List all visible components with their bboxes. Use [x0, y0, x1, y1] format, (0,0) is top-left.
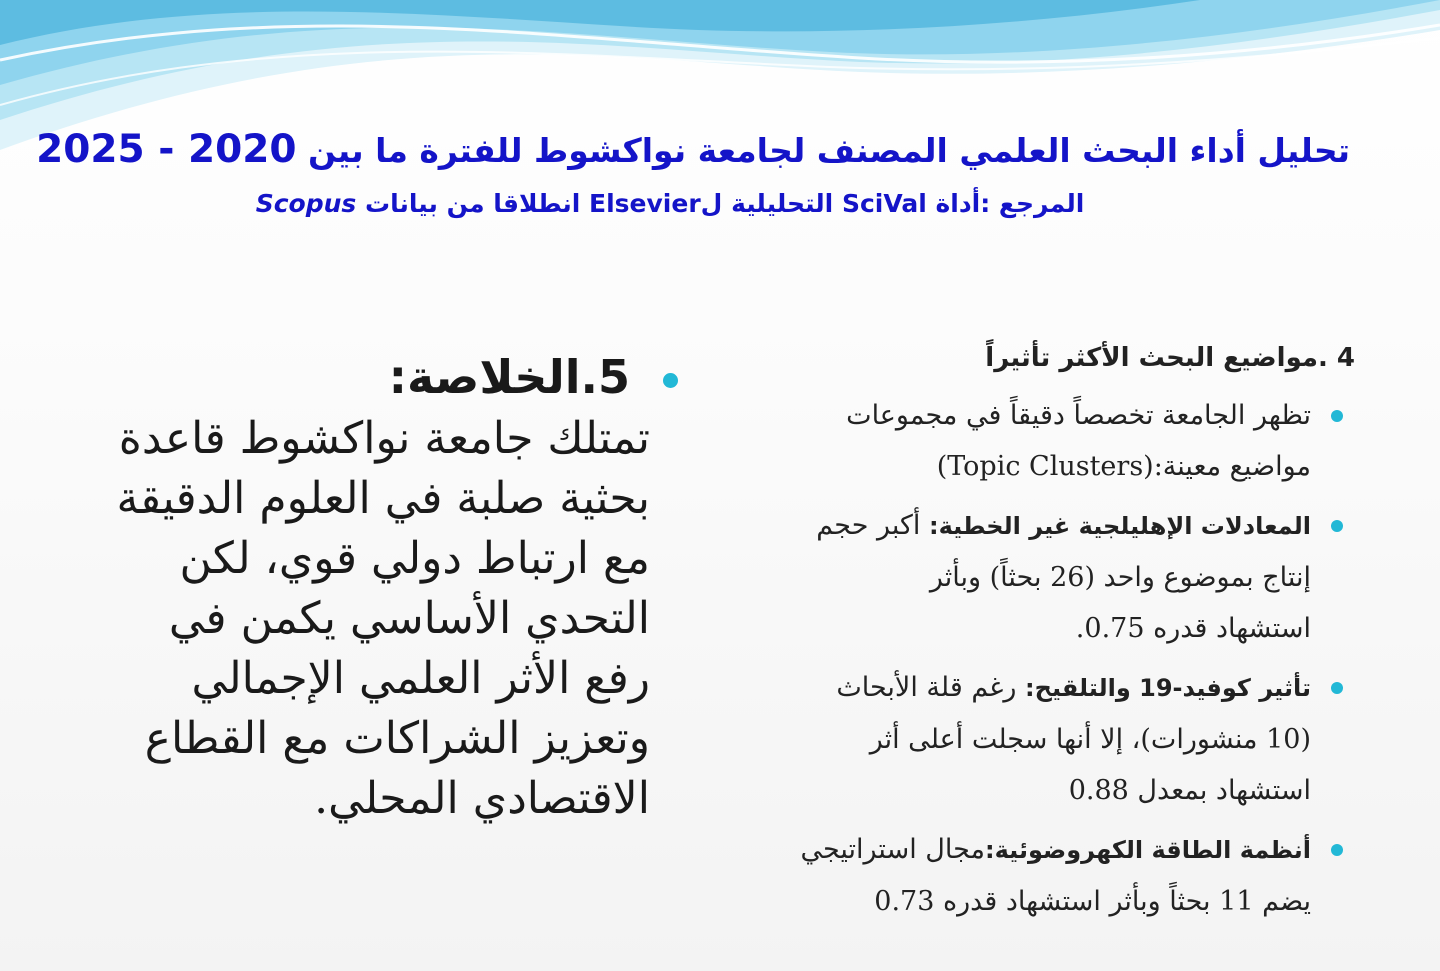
bullet-line: استشهاد بمعدل 0.88 [1068, 775, 1311, 806]
bullet-heading: المعادلات الإهليلجية غير الخطية: [928, 512, 1311, 540]
ref-publisher: Elsevier [589, 189, 701, 218]
bullet-dot-icon [1331, 520, 1343, 532]
conclusion-line: الاقتصادي المحلي. [314, 773, 650, 824]
bullet-dot-icon [663, 373, 678, 388]
bullet-line: يضم 11 بحثاً وبأثر استشهاد قدره 0.73 [874, 886, 1311, 917]
bullet-dot-icon [1331, 844, 1343, 856]
ref-source: Scopus [255, 189, 357, 218]
conclusion-line: التحدي الأساسي يكمن في [168, 593, 650, 644]
slide-title [36, 122, 1350, 179]
conclusion-line: وتعزيز الشراكات مع القطاع [144, 713, 650, 764]
bullet-line: مجال استراتيجي [800, 834, 986, 865]
list-item [730, 824, 1355, 927]
bullet-heading: أنظمة الطاقة الكهروضوئية: [985, 836, 1311, 864]
ref-tool: SciVal [841, 189, 927, 218]
conclusion-heading [80, 345, 680, 409]
bullet-line: أكبر حجم [816, 510, 921, 541]
conclusion-heading-text: 5.الخلاصة: [388, 350, 630, 404]
bullet-line: مواضيع معينة:(Topic Clusters) [936, 451, 1311, 482]
conclusion-section [80, 345, 680, 829]
bullet-line: (10 منشورات)، إلا أنها سجلت أعلى أثر [869, 724, 1311, 755]
conclusion-line: تمتلك جامعة نواكشوط قاعدة [118, 413, 650, 464]
topics-section [730, 332, 1355, 935]
list-item [730, 662, 1355, 816]
conclusion-line: مع ارتباط دولي قوي، لكن [179, 533, 650, 584]
ref-mid2: انطلاقا من بيانات [365, 189, 581, 218]
title-years: 2025 - 2020 [36, 127, 297, 172]
list-item [730, 500, 1355, 654]
reference-line [100, 183, 1240, 225]
conclusion-body [80, 409, 680, 829]
bullet-dot-icon [1331, 410, 1343, 422]
bullet-line: تظهر الجامعة تخصصاً دقيقاً في مجموعات [846, 400, 1311, 431]
bullet-line: رغم قلة الأبحاث [836, 672, 1017, 703]
conclusion-line: بحثية صلبة في العلوم الدقيقة [116, 473, 650, 524]
bullet-dot-icon [1331, 682, 1343, 694]
bullet-line: استشهاد قدره 0.75. [1075, 613, 1311, 644]
bullet-line: إنتاج بموضوع واحد (26 بحثاً) وبأثر [929, 562, 1311, 593]
ref-prefix: المرجع :أداة [935, 189, 1085, 218]
title-text: تحليل أداء البحث العلمي المصنف لجامعة نواكشوط للفترة ما بين [308, 131, 1350, 170]
topics-list [730, 390, 1355, 927]
topics-heading: 4 .مواضيع البحث الأكثر تأثيراً [985, 343, 1355, 373]
bullet-heading: تأثير كوفيد-19 والتلقيح: [1025, 674, 1311, 702]
list-item [730, 390, 1355, 492]
conclusion-line: رفع الأثر العلمي الإجمالي [191, 653, 650, 704]
ref-mid: التحليلية ل [700, 189, 834, 218]
